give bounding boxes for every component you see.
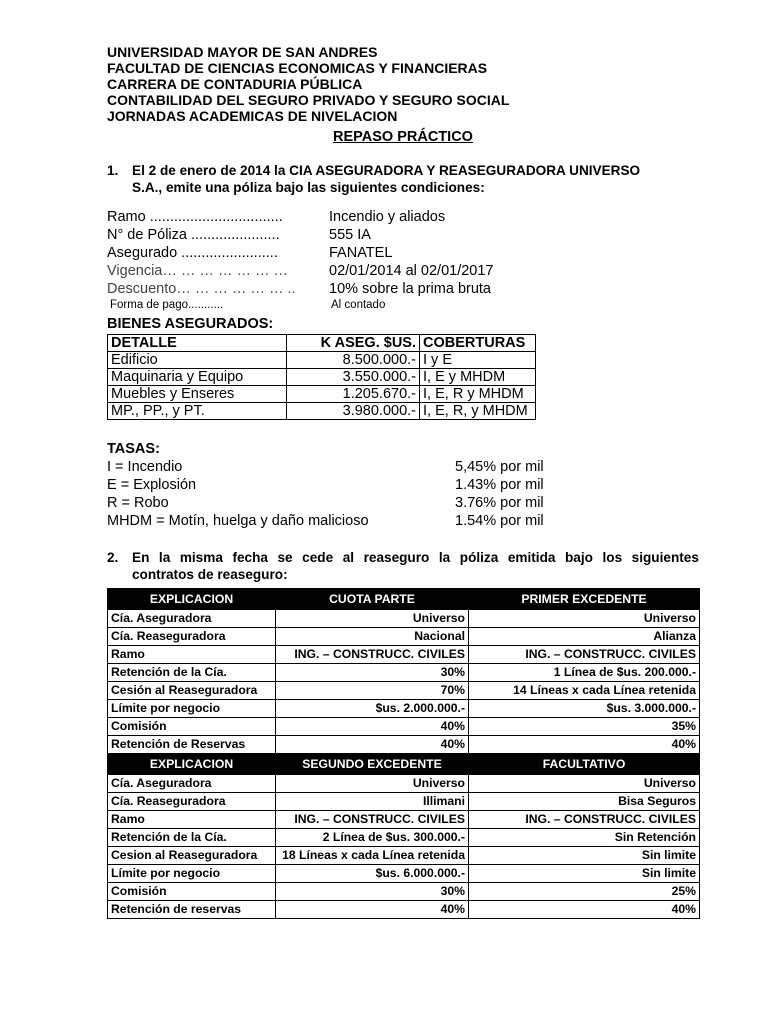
reinsurance-contracts-table <box>107 588 700 919</box>
question-2-word: los <box>602 550 623 565</box>
rate-value: 3.76% por mil <box>455 495 544 511</box>
question-2-word: siguientes <box>631 550 699 565</box>
condition-label: Vigencia… … … … … … … <box>107 263 289 279</box>
rate-label: E = Explosión <box>107 477 197 493</box>
question-2-word: la <box>438 550 451 565</box>
table-cell: Illimani <box>276 793 469 811</box>
table-cell: ING. – CONSTRUCC. CIVILES <box>469 811 700 829</box>
table-cell: Sin limite <box>469 865 700 883</box>
row-label: Ramo <box>108 646 276 664</box>
table-cell: 40% <box>469 736 700 754</box>
row-label: Retención de la Cía. <box>108 664 276 682</box>
rate-value: 5,45% por mil <box>455 459 544 475</box>
table-row <box>108 865 700 883</box>
table-header-row <box>108 754 700 775</box>
question-1-line-2: S.A., emite una póliza bajo las siguientes condiciones: <box>132 180 485 195</box>
table-row <box>108 628 700 646</box>
column-header: PRIMER EXCEDENTE <box>469 589 700 610</box>
question-2-number: 2. <box>107 550 119 565</box>
header-line-career: CARRERA DE CONTADURIA PÚBLICA <box>107 76 363 92</box>
row-label: Ramo <box>108 811 276 829</box>
rate-label: I = Incendio <box>107 459 183 475</box>
row-label: Cía. Aseguradora <box>108 775 276 793</box>
table-cell: 35% <box>469 718 700 736</box>
table-cell: Bisa Seguros <box>469 793 700 811</box>
table-cell: Universo <box>276 775 469 793</box>
condition-row <box>107 226 699 244</box>
table-cell: $us. 2.000.000.- <box>276 700 469 718</box>
table-cell: ING. – CONSTRUCC. CIVILES <box>276 811 469 829</box>
column-header: DETALLE <box>108 335 287 352</box>
table-cell: $us. 6.000.000.- <box>276 865 469 883</box>
row-label: Límite por negocio <box>108 700 276 718</box>
table-cell: Universo <box>469 610 700 628</box>
condition-value: Al contado <box>331 299 386 311</box>
row-label: Límite por negocio <box>108 865 276 883</box>
table-row <box>108 811 700 829</box>
column-header: COBERTURAS <box>420 335 536 352</box>
table-cell: Sin limite <box>469 847 700 865</box>
table-cell: $us. 3.000.000.- <box>469 700 700 718</box>
row-label: Comisión <box>108 718 276 736</box>
condition-label: Ramo ................................. <box>107 209 283 225</box>
table-cell: Muebles y Enseres <box>108 386 287 403</box>
table-row <box>108 386 536 403</box>
question-2-word: la <box>158 550 171 565</box>
table-cell: 70% <box>276 682 469 700</box>
table-row <box>108 610 700 628</box>
row-label: Cía. Reaseguradora <box>108 793 276 811</box>
rate-row <box>107 458 699 476</box>
table-cell: 14 Líneas x cada Línea retenida <box>469 682 700 700</box>
row-label: Cía. Reaseguradora <box>108 628 276 646</box>
condition-label: Forma de pago........... <box>110 299 224 311</box>
column-header: CUOTA PARTE <box>276 589 469 610</box>
table-cell: Maquinaria y Equipo <box>108 369 287 386</box>
table-header-row <box>108 335 536 352</box>
rate-row <box>107 512 699 530</box>
table-cell: 25% <box>469 883 700 901</box>
table-row <box>108 403 536 420</box>
table-row <box>108 700 700 718</box>
table-row <box>108 793 700 811</box>
row-label: Retención de la Cía. <box>108 829 276 847</box>
row-label: Retención de Reservas <box>108 736 276 754</box>
table-cell: 3.980.000.- <box>287 403 420 420</box>
table-cell: ING. – CONSTRUCC. CIVILES <box>469 646 700 664</box>
condition-row <box>107 298 699 313</box>
rates-section <box>107 440 699 530</box>
rate-value: 1.54% por mil <box>455 513 544 529</box>
question-2-word: bajo <box>564 550 593 565</box>
condition-value: 10% sobre la prima bruta <box>329 281 491 297</box>
question-2-word: misma <box>179 550 223 565</box>
table-row <box>108 664 700 682</box>
insured-assets-table <box>107 334 536 420</box>
column-header: FACULTATIVO <box>469 754 700 775</box>
table-cell: 1.205.670.- <box>287 386 420 403</box>
table-cell: 40% <box>469 901 700 919</box>
table-cell: 1 Línea de $us. 200.000.- <box>469 664 700 682</box>
table-cell: 2 Línea de $us. 300.000.- <box>276 829 469 847</box>
header-line-course: CONTABILIDAD DEL SEGURO PRIVADO Y SEGURO SOCIAL <box>107 92 510 108</box>
table-row <box>108 901 700 919</box>
rate-value: 1.43% por mil <box>455 477 544 493</box>
table-cell: 40% <box>276 901 469 919</box>
document-title: REPASO PRÁCTICO <box>333 129 473 145</box>
table-cell: 30% <box>276 883 469 901</box>
document-header <box>107 44 699 124</box>
question-1-line-1: El 2 de enero de 2014 la CIA ASEGURADORA Y REASEGURADORA UNIVERSO <box>132 163 641 178</box>
document-page <box>107 44 699 919</box>
condition-label: Descuento… … … … … … .. <box>107 281 296 297</box>
question-2 <box>107 549 699 583</box>
table-cell: I, E, R y MHDM <box>420 386 536 403</box>
condition-label: Asegurado ........................ <box>107 245 278 261</box>
table-cell: MP., PP., y PT. <box>108 403 287 420</box>
question-1 <box>107 162 699 196</box>
table-cell: I, E y MHDM <box>420 369 536 386</box>
table-cell: Universo <box>469 775 700 793</box>
table-cell: I y E <box>420 352 536 369</box>
question-2-word: cede <box>302 550 334 565</box>
table-cell: 40% <box>276 736 469 754</box>
table-row <box>108 847 700 865</box>
question-2-word: póliza <box>459 550 499 565</box>
condition-label: N° de Póliza ...................... <box>107 227 280 243</box>
rate-label: R = Robo <box>107 495 169 511</box>
table-cell: ING. – CONSTRUCC. CIVILES <box>276 646 469 664</box>
header-line-university: UNIVERSIDAD MAYOR DE SAN ANDRES <box>107 44 378 60</box>
table-row <box>108 682 700 700</box>
row-label: Retención de reservas <box>108 901 276 919</box>
policy-conditions <box>107 208 699 313</box>
table-cell: 3.550.000.- <box>287 369 420 386</box>
row-label: Cesión al Reaseguradora <box>108 682 276 700</box>
condition-value: FANATEL <box>329 245 393 261</box>
table-row <box>108 883 700 901</box>
condition-value: 02/01/2014 al 02/01/2017 <box>329 263 494 279</box>
row-label: Cía. Aseguradora <box>108 610 276 628</box>
header-line-faculty: FACULTAD DE CIENCIAS ECONOMICAS Y FINANCIERAS <box>107 60 488 76</box>
table-header-row <box>108 589 700 610</box>
rate-row <box>107 494 699 512</box>
table-cell: Universo <box>276 610 469 628</box>
condition-row <box>107 244 699 262</box>
table-cell: Nacional <box>276 628 469 646</box>
bienes-title: BIENES ASEGURADOS: <box>107 316 274 332</box>
column-header: SEGUNDO EXCEDENTE <box>276 754 469 775</box>
question-2-word: fecha <box>232 550 268 565</box>
question-2-line-2: contratos de reaseguro: <box>132 567 288 582</box>
condition-row <box>107 208 699 226</box>
table-cell: 18 Líneas x cada Línea retenida <box>276 847 469 865</box>
rate-label: MHDM = Motín, huelga y daño malicioso <box>107 513 369 529</box>
table-cell: I, E, R, y MHDM <box>420 403 536 420</box>
table-cell: Alianza <box>469 628 700 646</box>
table-cell: 40% <box>276 718 469 736</box>
table-cell: Edificio <box>108 352 287 369</box>
condition-value: 555 IA <box>329 227 371 243</box>
question-2-word: emitida <box>507 550 556 565</box>
condition-value: Incendio y aliados <box>329 209 446 225</box>
table-row <box>108 736 700 754</box>
question-1-number: 1. <box>107 163 119 178</box>
question-2-word: En <box>132 550 150 565</box>
rate-row <box>107 476 699 494</box>
condition-row <box>107 280 699 298</box>
column-header: K ASEG. $US. <box>287 335 420 352</box>
condition-row <box>107 262 699 280</box>
question-2-line-1 <box>132 549 699 566</box>
question-2-word: al <box>342 550 355 565</box>
table-row <box>108 718 700 736</box>
table-row <box>108 775 700 793</box>
rates-title: TASAS: <box>107 441 160 457</box>
row-label: Comisión <box>108 883 276 901</box>
question-2-word: se <box>277 550 293 565</box>
question-2-word: reaseguro <box>363 550 430 565</box>
table-cell: 8.500.000.- <box>287 352 420 369</box>
header-line-event: JORNADAS ACADEMICAS DE NIVELACION <box>107 108 398 124</box>
table-row <box>108 829 700 847</box>
table-row <box>108 352 536 369</box>
table-row <box>108 646 700 664</box>
column-header: EXPLICACION <box>108 754 276 775</box>
column-header: EXPLICACION <box>108 589 276 610</box>
table-cell: 30% <box>276 664 469 682</box>
row-label: Cesion al Reaseguradora <box>108 847 276 865</box>
table-cell: Sin Retención <box>469 829 700 847</box>
table-row <box>108 369 536 386</box>
